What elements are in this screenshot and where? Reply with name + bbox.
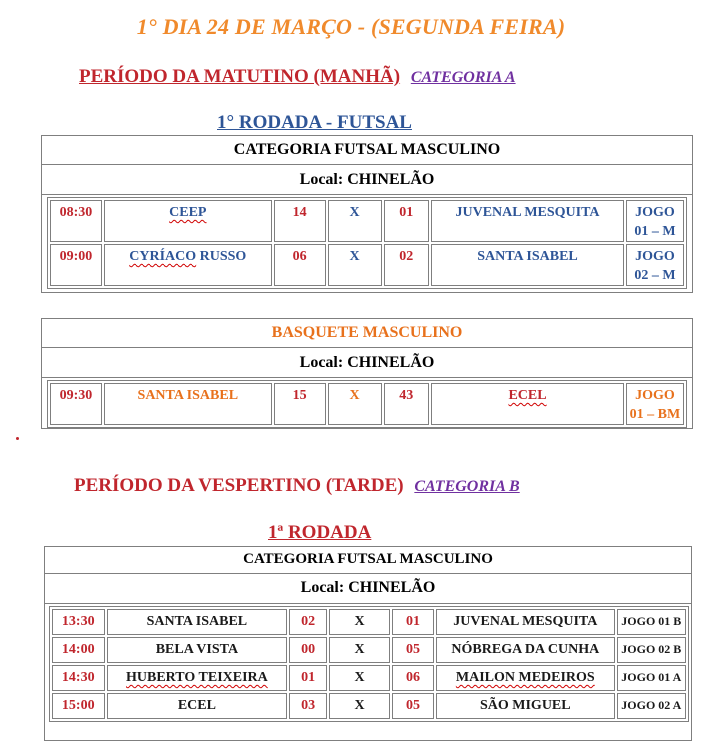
afternoon-futsal-box — [44, 546, 692, 741]
versus: X — [329, 693, 390, 719]
basketball-location: Local: CHINELÃO — [299, 354, 435, 371]
morning-futsal-box — [41, 135, 693, 293]
game-time: 14:00 — [52, 637, 105, 663]
game-time: 08:30 — [50, 200, 102, 242]
home-team: SANTA ISABEL — [104, 383, 272, 425]
afternoon-futsal-table — [49, 606, 689, 722]
morning-period-heading — [79, 66, 516, 88]
home-team: CYRÍACO RUSSO — [104, 244, 272, 286]
home-team: ECEL — [107, 693, 288, 719]
away-team: JUVENAL MESQUITA — [436, 609, 615, 635]
game-time: 14:30 — [52, 665, 105, 691]
game-code: JOGO 02 – M — [626, 244, 684, 286]
afternoon-futsal-location: Local: CHINELÃO — [300, 579, 436, 596]
morning-category-link[interactable]: CATEGORIA A — [410, 69, 516, 86]
versus: X — [329, 609, 390, 635]
home-team: BELA VISTA — [107, 637, 288, 663]
away-score: 05 — [392, 693, 434, 719]
away-team: SANTA ISABEL — [431, 244, 624, 286]
table-row — [52, 665, 686, 691]
home-score: 03 — [289, 693, 327, 719]
game-code: JOGO 01 B — [617, 609, 686, 635]
away-score: 05 — [392, 637, 434, 663]
afternoon-futsal-header: CATEGORIA FUTSAL MASCULINO — [243, 551, 493, 567]
page-title: 1° DIA 24 DE MARÇO - (SEGUNDA FEIRA) — [136, 14, 566, 39]
game-code: JOGO 01 A — [617, 665, 686, 691]
home-team: HUBERTO TEIXEIRA — [107, 665, 288, 691]
game-code: JOGO 01 – M — [626, 200, 684, 242]
home-score: 02 — [289, 609, 327, 635]
game-code: JOGO 01 – BM — [626, 383, 684, 425]
table-row — [50, 200, 684, 242]
morning-basketball-box — [41, 318, 693, 429]
basketball-table — [47, 380, 687, 428]
game-time: 13:30 — [52, 609, 105, 635]
table-row — [52, 609, 686, 635]
home-team: SANTA ISABEL — [107, 609, 288, 635]
versus: X — [328, 244, 382, 286]
versus: X — [329, 665, 390, 691]
versus: X — [328, 200, 382, 242]
table-row — [52, 693, 686, 719]
away-score: 43 — [384, 383, 430, 425]
away-score: 06 — [392, 665, 434, 691]
game-code: JOGO 02 A — [617, 693, 686, 719]
away-score: 01 — [384, 200, 430, 242]
versus: X — [328, 383, 382, 425]
game-time: 09:30 — [50, 383, 102, 425]
afternoon-round-title: 1ª RODADA — [268, 522, 372, 543]
versus: X — [329, 637, 390, 663]
morning-futsal-location: Local: CHINELÃO — [299, 171, 435, 188]
morning-futsal-table — [47, 197, 687, 289]
away-team: JUVENAL MESQUITA — [431, 200, 624, 242]
away-team: SÃO MIGUEL — [436, 693, 615, 719]
game-time: 15:00 — [52, 693, 105, 719]
home-score: 15 — [274, 383, 326, 425]
game-code: JOGO 02 B — [617, 637, 686, 663]
home-team: CEEP — [104, 200, 272, 242]
table-row — [50, 383, 684, 425]
away-team: NÓBREGA DA CUNHA — [436, 637, 615, 663]
away-team: ECEL — [431, 383, 624, 425]
morning-period-label: PERÍODO DA MATUTINO (MANHÃ) — [79, 66, 401, 87]
table-row — [50, 244, 684, 286]
morning-round-title: 1° RODADA - FUTSAL — [217, 112, 412, 133]
afternoon-period-heading — [74, 475, 520, 497]
afternoon-period-label: PERÍODO DA VESPERTINO (TARDE) — [74, 475, 404, 496]
away-team: MAILON MEDEIROS — [436, 665, 615, 691]
away-score: 01 — [392, 609, 434, 635]
morning-futsal-header: CATEGORIA FUTSAL MASCULINO — [233, 141, 501, 158]
home-score: 00 — [289, 637, 327, 663]
table-row — [52, 637, 686, 663]
afternoon-category-link[interactable]: CATEGORIA B — [414, 478, 520, 495]
away-score: 02 — [384, 244, 430, 286]
home-score: 01 — [289, 665, 327, 691]
basketball-header: BASQUETE MASCULINO — [271, 324, 463, 341]
game-time: 09:00 — [50, 244, 102, 286]
stray-dot — [16, 437, 19, 440]
home-score: 06 — [274, 244, 326, 286]
home-score: 14 — [274, 200, 326, 242]
